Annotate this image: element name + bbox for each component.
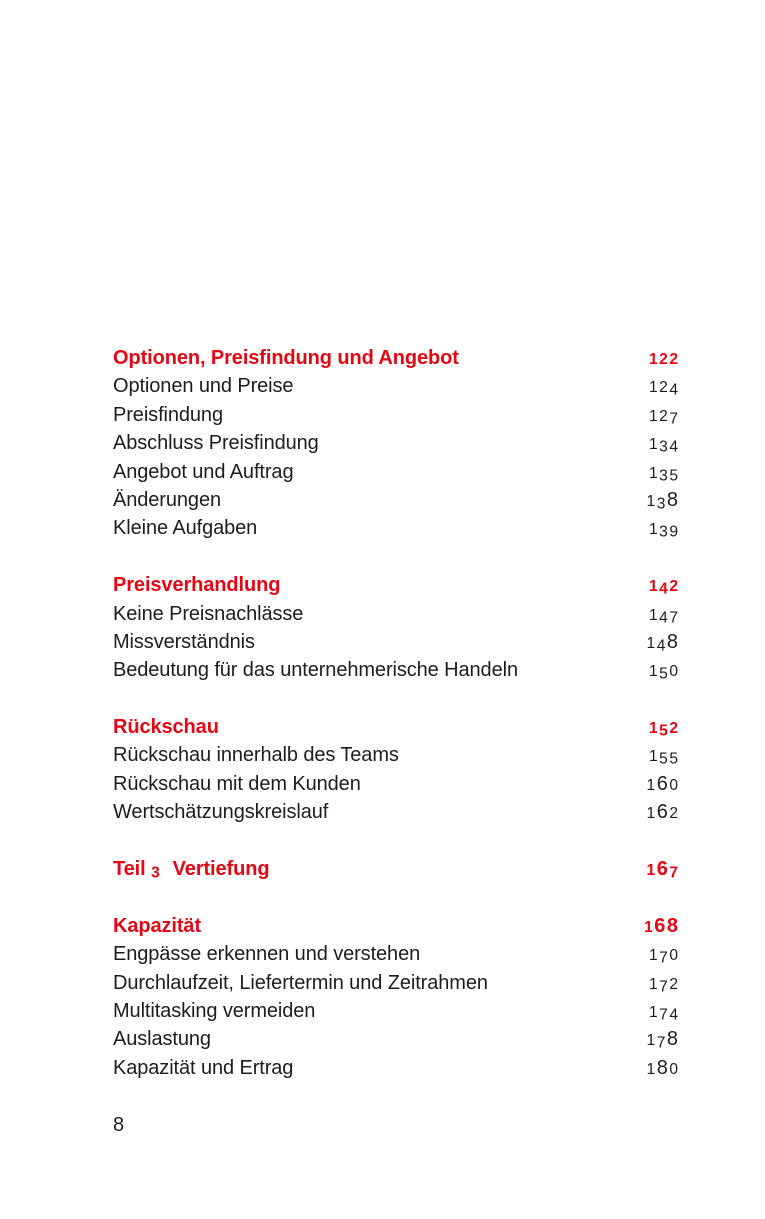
- toc-entry-row: [113, 997, 678, 1025]
- toc-section: [113, 571, 678, 685]
- toc-entry-label: Preisfindung: [113, 403, 223, 426]
- toc-page-number: 160: [646, 772, 678, 795]
- toc-page-number: 124: [648, 379, 678, 400]
- toc-page-number: 172: [648, 975, 678, 996]
- toc-chapter-heading-row: [113, 344, 678, 372]
- toc-page-number: 174: [648, 1003, 678, 1024]
- toc-page-number: 162: [646, 801, 678, 824]
- toc-page-number: 178: [646, 1028, 678, 1053]
- toc-entry-row: [113, 600, 678, 628]
- toc-entry-label: Keine Preisnachlässe: [113, 602, 304, 625]
- toc-entry-label: Bedeutung für das unternehmerische Handeln: [113, 659, 518, 682]
- toc-entry-label: Kapazität und Ertrag: [113, 1056, 294, 1079]
- toc-section: [113, 344, 678, 543]
- toc-entry-row: [113, 656, 678, 684]
- folio-page-number: 8: [113, 1113, 125, 1136]
- toc-page-number: 150: [648, 663, 678, 683]
- toc-section: [113, 713, 678, 827]
- part-title: Vertiefung: [172, 858, 270, 881]
- toc-entry-row: [113, 429, 678, 457]
- toc-page-number: 180: [646, 1056, 678, 1079]
- toc-page-number: 142: [648, 578, 678, 598]
- toc-page-number: 168: [644, 914, 678, 937]
- toc-entry-label: Rückschau innerhalb des Teams: [113, 744, 399, 767]
- toc-page-number: 148: [646, 630, 678, 655]
- toc-entry-label: Rückschau mit dem Kunden: [113, 772, 361, 795]
- table-of-contents: [113, 344, 678, 1139]
- toc-section: [113, 912, 678, 1082]
- toc-entry-label: Multitasking vermeiden: [113, 999, 316, 1022]
- toc-page-number: 135: [648, 464, 678, 485]
- toc-page-number: 134: [648, 436, 678, 456]
- part-number-prefix: Teil 3: [113, 858, 160, 882]
- toc-entry-label: Durchlaufzeit, Liefertermin und Zeitrahmen: [113, 971, 488, 994]
- toc-chapter-heading-row: [113, 571, 678, 599]
- toc-entry-row: [113, 741, 678, 769]
- toc-entry-row: [113, 770, 678, 798]
- toc-entry-row: [113, 628, 678, 656]
- toc-entry-row: [113, 458, 678, 486]
- toc-entry-label: Optionen, Preisfindung und Angebot: [113, 347, 459, 369]
- toc-entry-row: [113, 1025, 678, 1053]
- toc-entry-row: [113, 940, 678, 968]
- toc-entry-row: [113, 798, 678, 826]
- toc-entry-label: Angebot und Auftrag: [113, 460, 294, 483]
- toc-entry-label: Rückschau: [113, 716, 219, 739]
- toc-page-number: 122: [648, 351, 678, 368]
- toc-page-number: 127: [648, 407, 678, 428]
- toc-chapter-heading-row: [113, 912, 678, 940]
- toc-section: [113, 855, 678, 883]
- toc-entry-label: Optionen und Preise: [113, 375, 294, 398]
- toc-entry-label: Kleine Aufgaben: [113, 517, 258, 540]
- toc-entry-label: [113, 855, 269, 885]
- toc-page-number: 167: [646, 858, 678, 882]
- toc-page-number: 138: [646, 488, 678, 513]
- toc-page-number: 155: [648, 748, 678, 769]
- toc-entry-label: Wertschätzungskreislauf: [113, 801, 329, 824]
- toc-entry-label: Auslastung: [113, 1028, 211, 1051]
- toc-entry-row: [113, 372, 678, 400]
- toc-entry-label: Missverständnis: [113, 630, 255, 653]
- toc-entry-row: [113, 486, 678, 514]
- toc-entry-label: Engpässe erkennen und verstehen: [113, 943, 421, 966]
- toc-page-number: 152: [648, 720, 678, 740]
- toc-entry-row: [113, 514, 678, 542]
- toc-entry-row: [113, 1054, 678, 1082]
- toc-entry-label: Abschluss Preisfindung: [113, 432, 319, 455]
- toc-chapter-heading-row: [113, 713, 678, 741]
- toc-part-heading-row: [113, 855, 678, 883]
- toc-entry-label: Preisverhandlung: [113, 574, 281, 597]
- toc-entry-label: Kapazität: [113, 914, 202, 937]
- toc-page-number: 147: [648, 606, 678, 627]
- toc-entry-row: [113, 969, 678, 997]
- toc-entry-label: Änderungen: [113, 488, 221, 511]
- toc-page-number: 170: [648, 947, 678, 967]
- toc-entry-row: [113, 401, 678, 429]
- toc-page-number: 139: [648, 521, 678, 541]
